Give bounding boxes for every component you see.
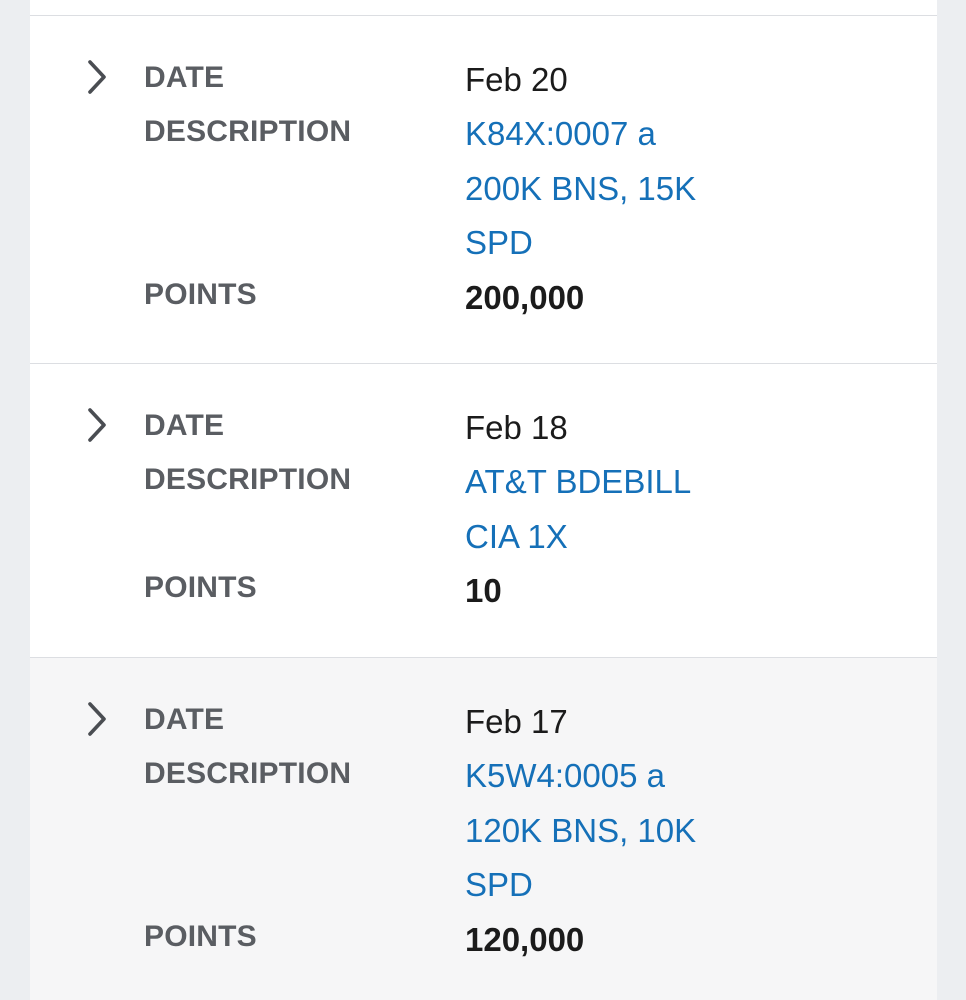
description-label: DESCRIPTION (144, 463, 352, 496)
date-label: DATE (144, 61, 225, 94)
points-label: POINTS (144, 920, 257, 953)
previous-row-edge (30, 0, 937, 16)
description-line: K84X:0007 a (465, 115, 656, 152)
description-line: CIA 1X (465, 517, 568, 555)
date-value: Feb 18 (465, 409, 568, 446)
description-line: AT&T BDEBILL (465, 463, 692, 500)
transaction-row[interactable] (30, 658, 937, 1000)
description-link[interactable] (465, 107, 765, 271)
description-line: SPD (465, 224, 533, 261)
date-value: Feb 17 (465, 703, 568, 740)
description-line: 120K BNS, 10K (465, 811, 697, 849)
date-label: DATE (144, 409, 225, 442)
points-label: POINTS (144, 278, 257, 311)
chevron-right-icon[interactable] (84, 59, 110, 95)
transaction-row[interactable] (30, 16, 937, 364)
chevron-right-icon[interactable] (84, 407, 110, 443)
description-line: 200K BNS, 15K (465, 169, 697, 207)
description-label: DESCRIPTION (144, 757, 352, 790)
date-value: Feb 20 (465, 61, 568, 98)
points-label: POINTS (144, 571, 257, 604)
points-value: 200,000 (465, 279, 585, 316)
description-line: SPD (465, 866, 533, 903)
points-value: 10 (465, 572, 502, 609)
date-label: DATE (144, 703, 225, 736)
transactions-list (30, 0, 937, 1000)
description-link[interactable] (465, 749, 765, 913)
points-value: 120,000 (465, 921, 585, 958)
chevron-right-icon[interactable] (84, 701, 110, 737)
transaction-row[interactable] (30, 364, 937, 658)
description-line: K5W4:0005 a (465, 757, 665, 794)
description-label: DESCRIPTION (144, 115, 352, 148)
description-link[interactable] (465, 455, 765, 564)
